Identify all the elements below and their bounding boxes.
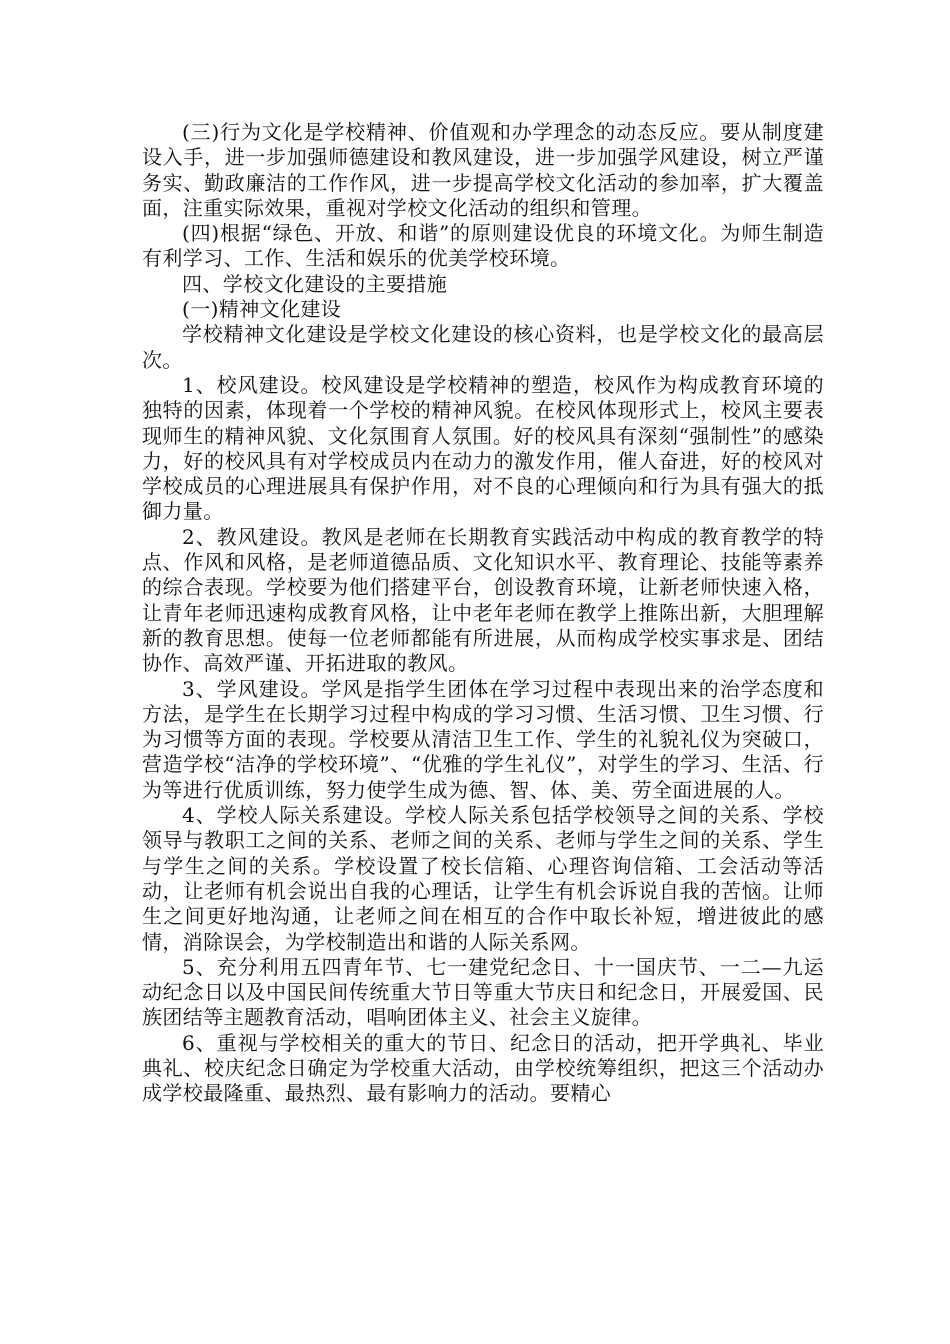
paragraph-spiritual-culture-intro: 学校精神文化建设是学校文化建设的核心资料，也是学校文化的最高层次。 bbox=[142, 322, 824, 372]
paragraph-environment-culture: (四)根据“绿色、开放、和谐”的原则建设优良的环境文化。为师生制造有利学习、工作、生活和娱乐的优美学校环境。 bbox=[142, 221, 824, 271]
paragraph-school-ceremonies: 6、重视与学校相关的重大的节日、纪念日的活动，把开学典礼、毕业典礼、校庆纪念日确定为学校重大活动，由学校统筹组织，把这三个活动办成学校最隆重、最热烈、最有影响力的活动。要精心 bbox=[142, 1030, 824, 1106]
paragraph-study-style: 3、学风建设。学风是指学生团体在学习过程中表现出来的治学态度和方法，是学生在长期学习过程中构成的学习习惯、生活习惯、卫生习惯、行为习惯等方面的表现。学校要从清洁卫生工作、学生的礼貌礼仪为突破口，营造学校“洁净的学校环境”、“优雅的学生礼仪”，对学生的学习、生活、行为等进行优质训练，努力使学生成为德、智、体、美、劳全面进展的人。 bbox=[142, 676, 824, 802]
paragraph-behavior-culture: (三)行为文化是学校精神、价值观和办学理念的动态反应。要从制度建设入手，进一步加强师德建设和教风建设，进一步加强学风建设，树立严谨务实、勤政廉洁的工作作风，进一步提高学校文化活动的参加率，扩大覆盖面，注重实际效果，重视对学校文化活动的组织和管理。 bbox=[142, 120, 824, 220]
paragraph-school-ethos: 1、校风建设。校风建设是学校精神的塑造，校风作为构成教育环境的独特的因素，体现着一个学校的精神风貌。在校风体现形式上，校风主要表现师生的精神风貌、文化氛围育人氛围。好的校风具有深刻“强制性”的感染力，好的校风具有对学校成员内在动力的激发作用，催人奋进，好的校风对学校成员的心理进展具有保护作用，对不良的心理倾向和行为具有强大的抵御力量。 bbox=[142, 372, 824, 524]
document-page bbox=[142, 120, 824, 1107]
subsection-heading-spiritual-culture: (一)精神文化建设 bbox=[182, 297, 342, 322]
section-heading-measures: 四、学校文化建设的主要措施 bbox=[182, 271, 448, 296]
paragraph-festival-activities: 5、充分利用五四青年节、七一建党纪念日、十一国庆节、一二—九运动纪念日以及中国民间传统重大节日等重大节庆日和纪念日，开展爱国、民族团结等主题教育活动，唱响团体主义、社会主义旋律。 bbox=[142, 954, 824, 1030]
paragraph-teaching-style: 2、教风建设。教风是老师在长期教育实践活动中构成的教育教学的特点、作风和风格，是老师道德品质、文化知识水平、教育理论、技能等素养的综合表现。学校要为他们搭建平台，创设教育环境，让新老师快速入格，让青年老师迅速构成教育风格，让中老年老师在教学上推陈出新，大胆理解新的教育思想。使每一位老师都能有所进展，从而构成学校实事求是、团结协作、高效严谨、开拓进取的教风。 bbox=[142, 524, 824, 676]
paragraph-interpersonal-relations: 4、学校人际关系建设。学校人际关系包括学校领导之间的关系、学校领导与教职工之间的关系、老师之间的关系、老师与学生之间的关系、学生与学生之间的关系。学校设置了校长信箱、心理咨询信箱、工会活动等活动，让老师有机会说出自我的心理话，让学生有机会诉说自我的苦恼。让师生之间更好地沟通，让老师之间在相互的合作中取长补短，增进彼此的感情，消除误会，为学校制造出和谐的人际关系网。 bbox=[142, 803, 824, 954]
